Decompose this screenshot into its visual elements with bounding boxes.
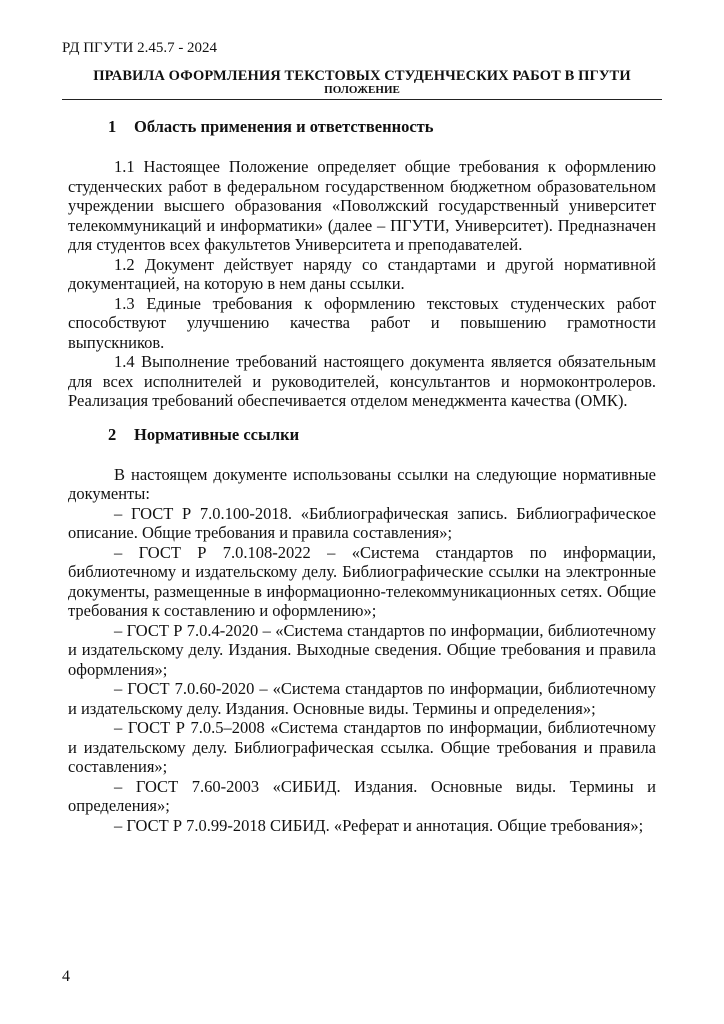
reference-item: – ГОСТ Р 7.0.108-2022 – «Система стандартов по информации, библиотечному и издательскому делу. Библиографические ссылки на электронные документы, размещенные в информационно-телекоммуникационных сетях. Общие требования к составлению и оформлению»; xyxy=(68,542,656,620)
paragraph-1-2: 1.2 Документ действует наряду со стандартами и другой нормативной документацией, на которую в нем даны ссылки. xyxy=(68,254,656,293)
document-body xyxy=(68,107,656,835)
document-code: РД ПГУТИ 2.45.7 - 2024 xyxy=(62,40,218,56)
document-subtitle: ПОЛОЖЕНИЕ xyxy=(324,84,400,96)
section-2-title: Нормативные ссылки xyxy=(134,424,300,444)
paragraph-1-1: 1.1 Настоящее Положение определяет общие требования к оформлению студенческих работ в федеральном государственном бюджетном образовательном учреждении высшего образования «Поволжский государственный университет телекоммуникаций и информатики» (далее – ПГУТИ, Университет). Предназначен для студентов всех факультетов Университета и преподавателей. xyxy=(68,157,656,254)
reference-item: – ГОСТ Р 7.0.5–2008 «Система стандартов по информации, библиотечному и издательскому делу. Библиографическая ссылка. Общие требования и правила составления»; xyxy=(68,718,656,776)
header-divider xyxy=(62,99,662,100)
page-number: 4 xyxy=(62,968,70,985)
paragraph-1-4: 1.4 Выполнение требований настоящего документа является обязательным для всех исполнителей и руководителей, консультантов и нормоконтролеров. Реализация требований обеспечивается отделом менеджмента качества (ОМК). xyxy=(68,352,656,410)
section-1-title: Область применения и ответственность xyxy=(134,117,434,136)
section-2-heading xyxy=(108,425,656,451)
reference-item: – ГОСТ Р 7.0.100-2018. «Библиографическая запись. Библиографическое описание. Общие требования и правила составления»; xyxy=(68,503,656,542)
paragraph-1-3: 1.3 Единые требования к оформлению текстовых студенческих работ способствуют улучшению качества работ и повышению грамотности выпускников. xyxy=(68,293,656,352)
section-2-intro: В настоящем документе использованы ссылки на следующие нормативные документы: xyxy=(68,464,656,503)
reference-item: – ГОСТ 7.0.60-2020 – «Система стандартов по информации, библиотечному и издательскому делу. Издания. Основные виды. Термины и определения»; xyxy=(68,679,656,718)
section-2-number: 2 xyxy=(108,424,117,444)
reference-item: – ГОСТ 7.60-2003 «СИБИД. Издания. Основные виды. Термины и определения»; xyxy=(68,776,656,815)
section-1-heading xyxy=(108,117,656,143)
reference-item: – ГОСТ Р 7.0.4-2020 – «Система стандартов по информации, библиотечному и издательскому делу. Издания. Выходные сведения. Общие требования и правила оформления»; xyxy=(68,620,656,679)
section-1-number: 1 xyxy=(108,117,117,136)
document-title: ПРАВИЛА ОФОРМЛЕНИЯ ТЕКСТОВЫХ СТУДЕНЧЕСКИХ РАБОТ В ПГУТИ xyxy=(93,68,631,84)
reference-item: – ГОСТ Р 7.0.99-2018 СИБИД. «Реферат и аннотация. Общие требования»; xyxy=(114,815,644,835)
